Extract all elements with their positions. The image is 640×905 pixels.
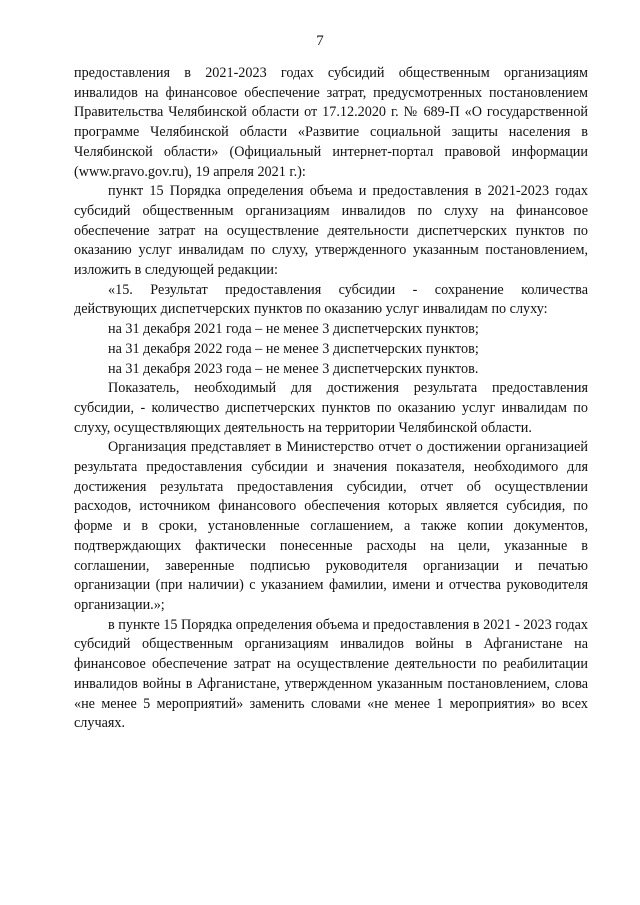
paragraph-continuation: предоставления в 2021-2023 годах субсидий общественным организациям инвалидов на финансовое обеспечение затрат, предусмотренных постановлением Правительства Челябинской области от 17.12.2020 г. № 689-П «О государственной программе Челябинской области «Развитие социальной защиты населения в Челябинской области» (Официальный интернет-портал правовой информации (www.pravo.gov.ru), 19 апреля 2021 г.): — [74, 65, 588, 180]
paragraph-report: Организация представляет в Министерство отчет о достижении организацией результата предоставления субсидии и значения показателя, необходимого для достижения результата предоставления субсидии, отчет об осуществлении расходов, источником финансового обеспечения которых является субсидия, по форме и в сроки, установленные соглашением, а также копии документов, подтверждающих фактически понесенные расходы на цели, указанные в соглашении, заверенные подписью руководителя организации и печатью организации (при наличии) с указанием фамилии, имени и отчества руководителя организации.»; — [74, 439, 588, 613]
list-item-2022: на 31 декабря 2022 года – не менее 3 диспетчерских пунктов; — [108, 340, 479, 357]
paragraph-item-point-15-hearing: пункт 15 Порядка определения объема и предоставления в 2021-2023 годах субсидий общественным организациям инвалидов по слуху на финансовое обеспечение затрат на осуществление деятельности диспетчерских пунктов по оказанию услуг инвалидам по слуху, утвержденного указанным постановлением, изложить в следующей редакции: — [74, 183, 588, 279]
list-item-2023: на 31 декабря 2023 года – не менее 3 диспетчерских пунктов. — [108, 360, 479, 377]
paragraph-point-15-text: «15. Результат предоставления субсидии - сохранение количества действующих диспетчерских пунктов по оказанию услуг инвалидам по слуху: — [74, 281, 588, 318]
document-body — [74, 64, 588, 734]
paragraph-indicator: Показатель, необходимый для достижения результата предоставления субсидии, - количество диспетчерских пунктов по оказанию услуг инвалидам по слуху, осуществляющих деятельность на территории Челябинской области. — [74, 380, 588, 436]
list-item-2021: на 31 декабря 2021 года – не менее 3 диспетчерских пунктов; — [108, 321, 479, 338]
page-number: 7 — [316, 33, 324, 49]
paragraph-item-point-15-afghanistan: в пункте 15 Порядка определения объема и предоставления в 2021 - 2023 годах субсидий общественным организациям инвалидов войны в Афганистане на финансовое обеспечение затрат на осуществление деятельности по реабилитации инвалидов войны в Афганистане, утвержденном указанным постановлением, слова «не менее 5 мероприятий» заменить словами «не менее 1 мероприятия» во всех случаях. — [74, 616, 588, 732]
